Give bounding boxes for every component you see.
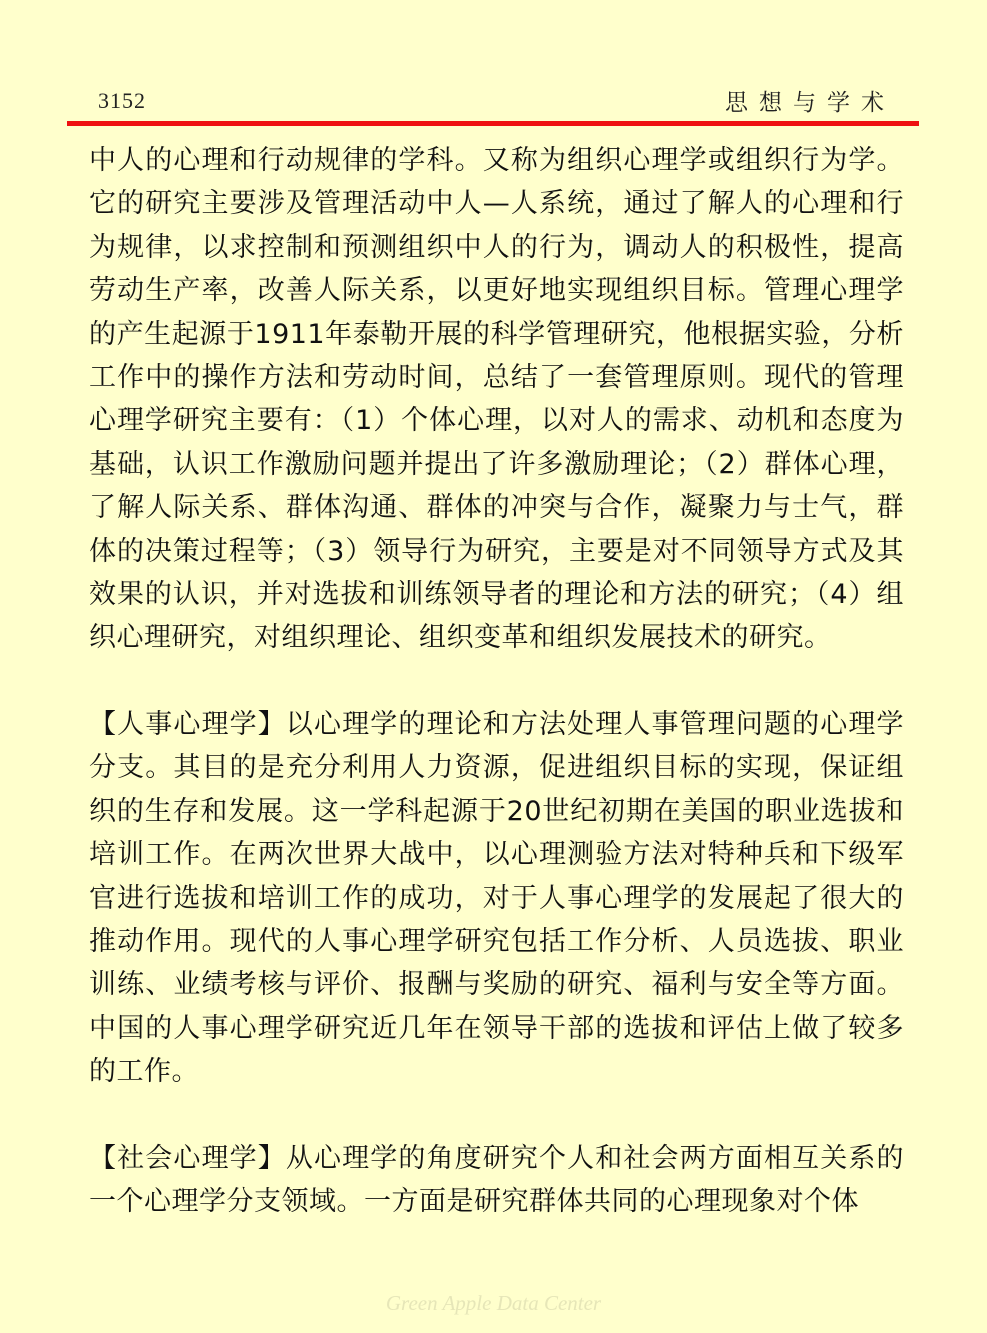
paragraph-text: 中人的心理和行动规律的学科。又称为组织心理学或组织行为学。它的研究主要涉及管理活动中人—人系统，通过了解人的心理和行为规律，以求控制和预测组织中人的行为，调动人的积极性，提高劳动生产率，改善人际关系，以更好地实现组织目标。管理心理学的产生起源于1911年泰勒开展的科学管理研究，他根据实验，分析工作中的操作方法和劳动时间，总结了一套管理原则。现代的管理心理学研究主要有：（1）个体心理，以对人的需求、动机和态度为基础，认识工作激励问题并提出了许多激励理论；（2）群体心理，了解人际关系、群体沟通、群体的冲突与合作，凝聚力与士气，群体的决策过程等；（3）领导行为研究，主要是对不同领导方式及其效果的认识，并对选拔和训练领导者的理论和方法的研究；（4）组织心理研究，对组织理论、组织变革和组织发展技术的研究。: [89, 145, 904, 654]
paragraph-text: 以心理学的理论和方法处理人事管理问题的心理学分支。其目的是充分利用人力资源，促进组织目标的实现，保证组织的生存和发展。这一学科起源于20世纪初期在美国的职业选拔和培训工作。在两次世界大战中，以心理测验方法对特种兵和下级军官进行选拔和培训工作的成功，对于人事心理学的发展起了很大的推动作用。现代的人事心理学研究包括工作分析、人员选拔、职业训练、业绩考核与评价、报酬与奖励的研究、福利与安全等方面。中国的人事心理学研究近几年在领导干部的选拔和评估上做了较多的工作。: [89, 708, 904, 1088]
paragraph-text: 从心理学的角度研究个人和社会两方面相互关系的一个心理学分支领域。一方面是研究群体共同的心理现象对个体: [89, 1142, 904, 1217]
paragraph-management-psychology-continued: [89, 139, 904, 660]
watermark: Green Apple Data Center: [385, 1291, 602, 1315]
page-number: 3152: [98, 88, 146, 113]
running-header-title: 思想与学术: [725, 90, 895, 116]
entry-personnel-psychology: [89, 703, 904, 1094]
entry-social-psychology: [89, 1137, 904, 1224]
header-divider: [67, 121, 919, 126]
article-body: [89, 139, 904, 1223]
entry-term: 【人事心理学】: [89, 708, 286, 740]
entry-term: 【社会心理学】: [89, 1142, 286, 1174]
